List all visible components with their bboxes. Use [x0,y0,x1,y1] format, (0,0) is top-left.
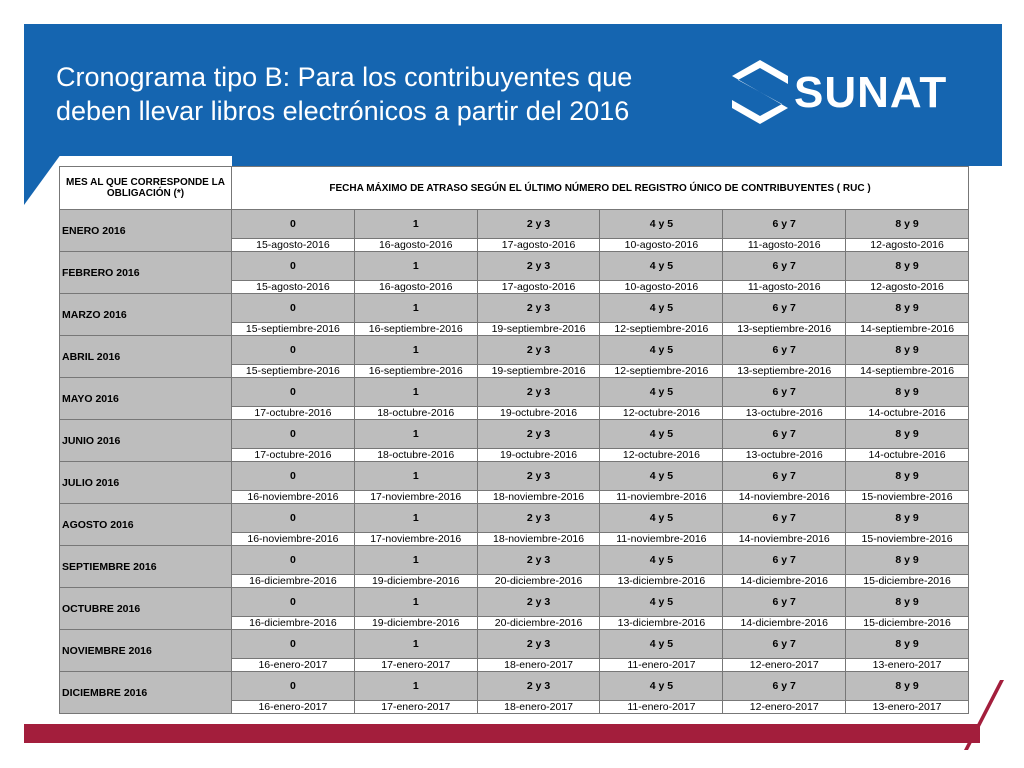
due-date-cell: 14-diciembre-2016 [723,575,846,588]
due-date-cell: 18-noviembre-2016 [477,491,600,504]
ruc-digit-cell: 0 [232,252,355,281]
logo-text: SUNAT [794,68,948,117]
table-row-digits [60,672,969,701]
header-strip [232,150,1002,166]
due-date-cell: 17-noviembre-2016 [354,533,477,546]
ruc-digit-cell: 6 y 7 [723,336,846,365]
due-date-cell: 19-septiembre-2016 [477,365,600,378]
due-date-cell: 11-enero-2017 [600,701,723,714]
ruc-digit-cell: 8 y 9 [846,588,969,617]
ruc-digit-cell: 4 y 5 [600,252,723,281]
due-date-cell: 10-agosto-2016 [600,281,723,294]
ruc-digit-cell: 1 [354,294,477,323]
ruc-digit-cell: 1 [354,630,477,659]
ruc-digit-cell: 1 [354,588,477,617]
due-date-cell: 15-diciembre-2016 [846,575,969,588]
due-date-cell: 14-octubre-2016 [846,407,969,420]
ruc-digit-cell: 2 y 3 [477,294,600,323]
ruc-digit-cell: 0 [232,294,355,323]
schedule-table [59,166,969,714]
ruc-digit-cell: 0 [232,420,355,449]
ruc-digit-cell: 8 y 9 [846,210,969,239]
ruc-digit-cell: 6 y 7 [723,462,846,491]
table-row-digits [60,420,969,449]
month-cell: ENERO 2016 [60,210,232,252]
month-cell: FEBRERO 2016 [60,252,232,294]
due-date-cell: 16-enero-2017 [232,701,355,714]
due-date-cell: 19-septiembre-2016 [477,323,600,336]
ruc-digit-cell: 8 y 9 [846,378,969,407]
footer-bar [24,724,980,743]
ruc-digit-cell: 8 y 9 [846,630,969,659]
due-date-cell: 19-octubre-2016 [477,407,600,420]
month-cell: SEPTIEMBRE 2016 [60,546,232,588]
due-date-cell: 16-noviembre-2016 [232,491,355,504]
due-date-cell: 12-septiembre-2016 [600,365,723,378]
due-date-cell: 17-enero-2017 [354,701,477,714]
due-date-cell: 19-diciembre-2016 [354,575,477,588]
schedule-table-body [60,167,969,714]
table-row-digits [60,546,969,575]
due-date-cell: 12-octubre-2016 [600,449,723,462]
ruc-digit-cell: 8 y 9 [846,672,969,701]
ruc-digit-cell: 1 [354,252,477,281]
table-row-digits [60,462,969,491]
due-date-cell: 14-septiembre-2016 [846,365,969,378]
due-date-cell: 10-agosto-2016 [600,239,723,252]
ruc-digit-cell: 1 [354,504,477,533]
table-row-digits [60,336,969,365]
ruc-digit-cell: 1 [354,420,477,449]
due-date-cell: 12-agosto-2016 [846,239,969,252]
due-date-cell: 16-septiembre-2016 [354,323,477,336]
ruc-digit-cell: 6 y 7 [723,210,846,239]
ruc-digit-cell: 0 [232,588,355,617]
ruc-digit-cell: 0 [232,462,355,491]
ruc-digit-cell: 0 [232,336,355,365]
month-cell: NOVIEMBRE 2016 [60,630,232,672]
header-dates-cell: FECHA MÁXIMO DE ATRASO SEGÚN EL ÚLTIMO NÚMERO DEL REGISTRO ÚNICO DE CONTRIBUYENTES ( RUC ) [232,167,969,210]
due-date-cell: 20-diciembre-2016 [477,617,600,630]
ruc-digit-cell: 8 y 9 [846,294,969,323]
due-date-cell: 16-enero-2017 [232,659,355,672]
ruc-digit-cell: 2 y 3 [477,210,600,239]
ruc-digit-cell: 2 y 3 [477,420,600,449]
due-date-cell: 15-noviembre-2016 [846,491,969,504]
ruc-digit-cell: 2 y 3 [477,630,600,659]
due-date-cell: 11-enero-2017 [600,659,723,672]
due-date-cell: 12-enero-2017 [723,659,846,672]
due-date-cell: 13-octubre-2016 [723,449,846,462]
ruc-digit-cell: 6 y 7 [723,504,846,533]
ruc-digit-cell: 2 y 3 [477,588,600,617]
month-cell: DICIEMBRE 2016 [60,672,232,714]
ruc-digit-cell: 2 y 3 [477,378,600,407]
ruc-digit-cell: 4 y 5 [600,336,723,365]
due-date-cell: 13-diciembre-2016 [600,617,723,630]
ruc-digit-cell: 0 [232,630,355,659]
ruc-digit-cell: 4 y 5 [600,588,723,617]
due-date-cell: 11-agosto-2016 [723,239,846,252]
slide-title [56,60,696,128]
footer-corner-mark [960,680,1020,750]
due-date-cell: 18-enero-2017 [477,701,600,714]
table-row-digits [60,294,969,323]
ruc-digit-cell: 6 y 7 [723,420,846,449]
ruc-digit-cell: 6 y 7 [723,252,846,281]
due-date-cell: 17-octubre-2016 [232,449,355,462]
ruc-digit-cell: 4 y 5 [600,210,723,239]
ruc-digit-cell: 4 y 5 [600,630,723,659]
month-cell: OCTUBRE 2016 [60,588,232,630]
due-date-cell: 16-diciembre-2016 [232,575,355,588]
month-cell: JULIO 2016 [60,462,232,504]
ruc-digit-cell: 0 [232,546,355,575]
due-date-cell: 14-noviembre-2016 [723,491,846,504]
ruc-digit-cell: 4 y 5 [600,672,723,701]
ruc-digit-cell: 2 y 3 [477,672,600,701]
ruc-digit-cell: 8 y 9 [846,252,969,281]
ruc-digit-cell: 6 y 7 [723,294,846,323]
ruc-digit-cell: 2 y 3 [477,462,600,491]
month-cell: ABRIL 2016 [60,336,232,378]
slide-title-line-1: Cronograma tipo B: Para los contribuyentes que [56,62,633,92]
ruc-digit-cell: 2 y 3 [477,546,600,575]
ruc-digit-cell: 8 y 9 [846,336,969,365]
due-date-cell: 13-enero-2017 [846,701,969,714]
due-date-cell: 13-diciembre-2016 [600,575,723,588]
due-date-cell: 16-agosto-2016 [354,281,477,294]
due-date-cell: 17-noviembre-2016 [354,491,477,504]
due-date-cell: 14-noviembre-2016 [723,533,846,546]
due-date-cell: 14-septiembre-2016 [846,323,969,336]
due-date-cell: 12-septiembre-2016 [600,323,723,336]
due-date-cell: 14-octubre-2016 [846,449,969,462]
table-row-digits [60,252,969,281]
due-date-cell: 15-noviembre-2016 [846,533,969,546]
ruc-digit-cell: 4 y 5 [600,546,723,575]
ruc-digit-cell: 1 [354,378,477,407]
ruc-digit-cell: 6 y 7 [723,630,846,659]
ruc-digit-cell: 6 y 7 [723,378,846,407]
due-date-cell: 15-diciembre-2016 [846,617,969,630]
due-date-cell: 11-agosto-2016 [723,281,846,294]
due-date-cell: 18-noviembre-2016 [477,533,600,546]
due-date-cell: 20-diciembre-2016 [477,575,600,588]
table-row-digits [60,588,969,617]
ruc-digit-cell: 0 [232,210,355,239]
due-date-cell: 15-septiembre-2016 [232,365,355,378]
table-row-digits [60,630,969,659]
ruc-digit-cell: 4 y 5 [600,420,723,449]
ruc-digit-cell: 8 y 9 [846,420,969,449]
due-date-cell: 18-octubre-2016 [354,449,477,462]
ruc-digit-cell: 8 y 9 [846,546,969,575]
ruc-digit-cell: 4 y 5 [600,504,723,533]
due-date-cell: 14-diciembre-2016 [723,617,846,630]
ruc-digit-cell: 1 [354,672,477,701]
due-date-cell: 13-septiembre-2016 [723,323,846,336]
due-date-cell: 17-agosto-2016 [477,239,600,252]
due-date-cell: 13-septiembre-2016 [723,365,846,378]
due-date-cell: 15-agosto-2016 [232,281,355,294]
ruc-digit-cell: 2 y 3 [477,504,600,533]
ruc-digit-cell: 0 [232,672,355,701]
ruc-digit-cell: 8 y 9 [846,504,969,533]
due-date-cell: 11-noviembre-2016 [600,491,723,504]
due-date-cell: 16-agosto-2016 [354,239,477,252]
ruc-digit-cell: 1 [354,546,477,575]
due-date-cell: 17-octubre-2016 [232,407,355,420]
ruc-digit-cell: 0 [232,504,355,533]
due-date-cell: 17-enero-2017 [354,659,477,672]
due-date-cell: 15-agosto-2016 [232,239,355,252]
slide-title-line-2: deben llevar libros electrónicos a partir del 2016 [56,96,630,126]
ruc-digit-cell: 1 [354,210,477,239]
due-date-cell: 13-octubre-2016 [723,407,846,420]
ruc-digit-cell: 1 [354,336,477,365]
ruc-digit-cell: 6 y 7 [723,672,846,701]
ruc-digit-cell: 1 [354,462,477,491]
header-month-cell: MES AL QUE CORRESPONDE LA OBLIGACIÓN (*) [60,167,232,210]
month-cell: MAYO 2016 [60,378,232,420]
ruc-digit-cell: 6 y 7 [723,588,846,617]
header-wedge [24,150,64,205]
due-date-cell: 18-octubre-2016 [354,407,477,420]
due-date-cell: 16-noviembre-2016 [232,533,355,546]
due-date-cell: 19-diciembre-2016 [354,617,477,630]
due-date-cell: 12-agosto-2016 [846,281,969,294]
due-date-cell: 12-enero-2017 [723,701,846,714]
ruc-digit-cell: 6 y 7 [723,546,846,575]
due-date-cell: 11-noviembre-2016 [600,533,723,546]
due-date-cell: 18-enero-2017 [477,659,600,672]
table-row-digits [60,378,969,407]
ruc-digit-cell: 4 y 5 [600,462,723,491]
month-cell: MARZO 2016 [60,294,232,336]
due-date-cell: 13-enero-2017 [846,659,969,672]
due-date-cell: 15-septiembre-2016 [232,323,355,336]
table-row-digits [60,210,969,239]
due-date-cell: 16-septiembre-2016 [354,365,477,378]
sunat-logo [730,58,980,128]
due-date-cell: 17-agosto-2016 [477,281,600,294]
ruc-digit-cell: 4 y 5 [600,294,723,323]
table-row-digits [60,504,969,533]
ruc-digit-cell: 8 y 9 [846,462,969,491]
ruc-digit-cell: 4 y 5 [600,378,723,407]
due-date-cell: 12-octubre-2016 [600,407,723,420]
due-date-cell: 16-diciembre-2016 [232,617,355,630]
due-date-cell: 19-octubre-2016 [477,449,600,462]
ruc-digit-cell: 2 y 3 [477,252,600,281]
table-header-row [60,167,969,210]
month-cell: JUNIO 2016 [60,420,232,462]
ruc-digit-cell: 2 y 3 [477,336,600,365]
ruc-digit-cell: 0 [232,378,355,407]
month-cell: AGOSTO 2016 [60,504,232,546]
sunat-logo-icon [730,58,790,128]
